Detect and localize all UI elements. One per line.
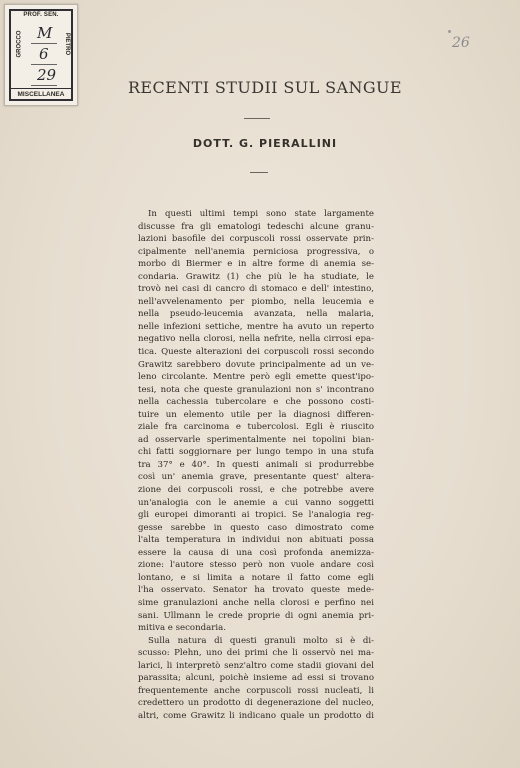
text-line: così un' anemia grave, presentante quest' altera- bbox=[138, 472, 374, 483]
text-line: nelle infezioni settiche, mentre ha avuto un reperto bbox=[138, 321, 374, 332]
text-line: nella cachessia tubercolare e che possono costi- bbox=[138, 397, 374, 408]
text-line: leno circolante. Mentre però egli emette quest'ipo- bbox=[138, 372, 374, 383]
text-line: essere la causa di una così profonda anemizza- bbox=[138, 547, 374, 558]
pencil-page-number: 26 bbox=[452, 35, 470, 51]
article-author: DOTT. G. PIERALLINI bbox=[192, 137, 338, 150]
stamp-frame bbox=[9, 9, 73, 101]
text-line: Sulla natura di questi granuli molto si è di- bbox=[148, 635, 374, 646]
text-line: ad osservarle sperimentalmente nei topolini bian- bbox=[138, 434, 374, 445]
text-line: frequentemente anche corpuscoli rossi nucleati, li bbox=[138, 685, 374, 696]
text-line: zione dei corpuscoli rossi, e che potrebbe avere bbox=[138, 485, 374, 496]
stamp-left-label: GROCCO bbox=[16, 30, 23, 58]
text-line: sani. Ullmann le crede proprie di ogni anemia pri- bbox=[138, 610, 374, 621]
text-line: gli europei dimoranti ai tropici. Se l'analogia reg- bbox=[138, 510, 374, 521]
text-line: parassita; alcuni, poichè insieme ad essi si trovano bbox=[138, 673, 374, 684]
text-line: chi fatti soggiornare per lungo tempo in una stufa bbox=[138, 447, 374, 458]
text-line: altri, come Grawitz li indicano quale un prodotto di bbox=[138, 710, 374, 721]
stamp-top-label: PROF. SEN. bbox=[23, 12, 59, 18]
text-line: l'alta temperatura in individui non abituati possa bbox=[138, 535, 374, 546]
text-line: lazioni basofile dei corpuscoli rossi osservate prin- bbox=[138, 234, 374, 245]
text-line: cipalmente nell'anemia perniciosa progressiva, o bbox=[138, 246, 374, 257]
text-line: trovò nei casi di cancro di stomaco e dell' intestino, bbox=[138, 284, 374, 295]
text-line: Grawitz sarebbero dovute principalmente ad un ve- bbox=[138, 359, 374, 370]
title-divider bbox=[244, 118, 270, 119]
text-line: condaria. Grawitz (1) che più le ha studiate, le bbox=[138, 271, 374, 282]
stamp-handwriting-2: 6 bbox=[39, 45, 49, 63]
stamp-handwriting-1: M bbox=[37, 24, 53, 42]
text-line: nell'avvelenamento per piombo, nella leucemia e bbox=[138, 296, 374, 307]
text-line: ziale fra carcinoma e tubercolosi. Egli è riuscito bbox=[138, 422, 374, 433]
paragraph bbox=[138, 208, 374, 635]
text-line: l'ha osservato. Senator ha trovato queste mede- bbox=[138, 585, 374, 596]
stamp-handwriting-3: 29 bbox=[37, 66, 57, 84]
text-line: sime granulazioni anche nella clorosi e perfino nei bbox=[138, 597, 374, 608]
text-line: larici, li interpretò senz'altro come stadii giovani del bbox=[138, 660, 374, 671]
text-line: scusso: Plehn, uno dei primi che li osservò nei ma- bbox=[138, 648, 374, 659]
article-body bbox=[138, 208, 374, 722]
pencil-dot bbox=[448, 30, 451, 33]
text-line: morbo di Biermer e in altre forme di anemia se- bbox=[138, 259, 374, 270]
text-line: tuire un elemento utile per la diagnosi differen- bbox=[138, 409, 374, 420]
text-line: negativo nella clorosi, nella nefrite, nella cirrosi epa- bbox=[138, 334, 374, 345]
text-line: un'analogia con le anemie a cui vanno soggetti bbox=[138, 497, 374, 508]
library-stamp bbox=[4, 4, 78, 106]
text-line: In questi ultimi tempi sono state largamente bbox=[148, 209, 374, 219]
text-line: tesi, nota che queste granulazioni non s' incontrano bbox=[138, 384, 374, 395]
stamp-bottom-label: MISCELLANEA bbox=[11, 88, 71, 98]
author-divider bbox=[250, 172, 268, 173]
text-line: credettero un prodotto di degenerazione del nucleo, bbox=[138, 698, 374, 709]
stamp-right-label: PIETRO bbox=[63, 32, 70, 56]
text-line: lontano, e si limita a notare il fatto come egli bbox=[138, 572, 374, 583]
paragraph bbox=[138, 635, 374, 723]
text-line: nella pseudo-leucemia avanzata, nella malaria, bbox=[138, 309, 374, 320]
text-line: gesse sarebbe in questo caso dimostrato come bbox=[138, 522, 374, 533]
text-line: zione: l'autore stesso però non vuole andare così bbox=[138, 560, 374, 571]
article-title: RECENTI STUDII SUL SANGUE bbox=[127, 78, 402, 97]
text-line: tra 37° e 40°. In questi animali si produrrebbe bbox=[138, 459, 374, 470]
text-line: discusse fra gli ematologi tedeschi alcune granu- bbox=[138, 221, 374, 232]
text-line: mitiva e secondaria. bbox=[138, 623, 226, 634]
text-line: tica. Queste alterazioni dei corpuscoli rossi secondo bbox=[138, 347, 374, 358]
